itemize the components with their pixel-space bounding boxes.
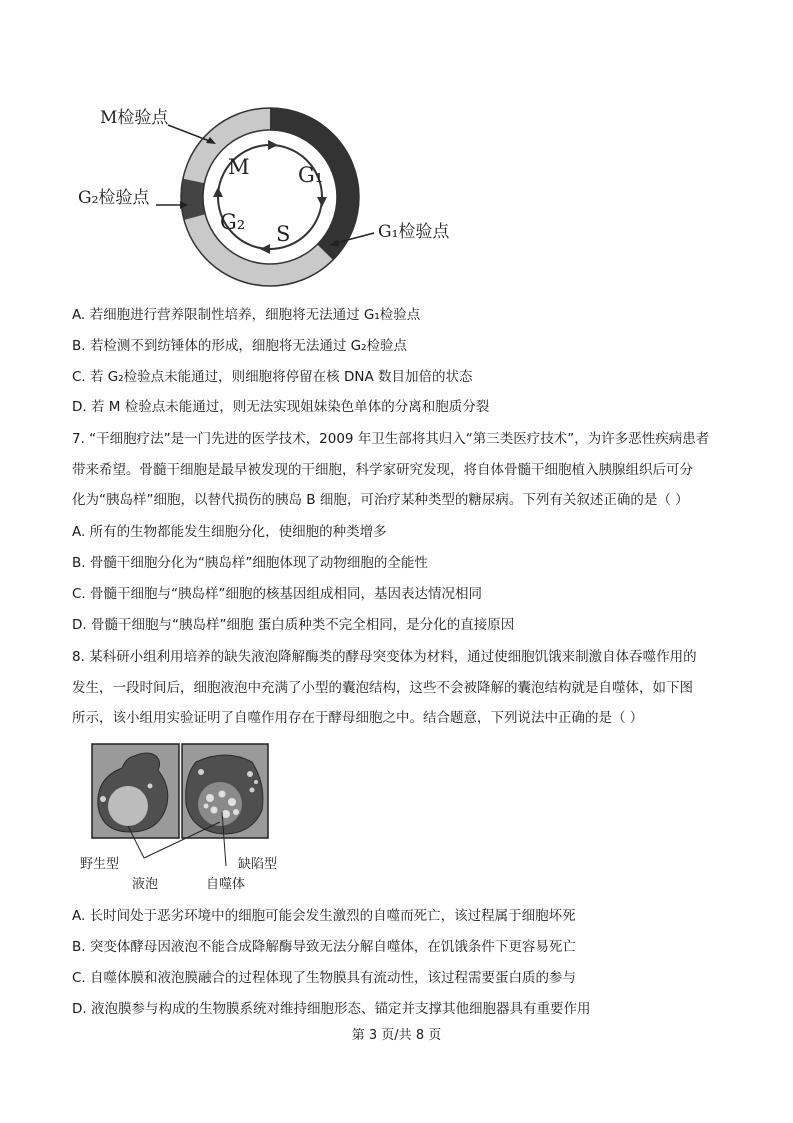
arrow-head-right — [317, 197, 327, 207]
q6-option-d: D. 若 M 检验点未能通过，则无法实现姐妹染色单体的分离和胞质分裂 — [72, 399, 490, 415]
page-footer: 第 3 页/共 8 页 — [351, 1028, 442, 1043]
phase-m-label: M — [228, 155, 250, 179]
cell-cycle-diagram — [70, 95, 470, 300]
q6-option-c: C. 若 G₂检验点未能通过，则细胞将停留在核 DNA 数目加倍的状态 — [72, 369, 473, 385]
q8-option-d: D. 液泡膜参与构成的生物膜系统对维持细胞形态、锚定并支撑其他细胞器具有重要作用 — [72, 1001, 591, 1017]
q8-option-c: C. 自噬体膜和液泡膜融合的过程体现了生物膜具有流动性，该过程需要蛋白质的参与 — [72, 970, 577, 986]
q8-option-b: B. 突变体酵母因液泡不能合成降解酶导致无法分解自噬体，在饥饿条件下更容易死亡 — [72, 939, 576, 955]
q7-option-d: D. 骨髓干细胞与“胰岛样”细胞 蛋白质种类不完全相同，是分化的直接原因 — [72, 617, 515, 633]
q7-stem-line-3: 化为“胰岛样”细胞，以替代损伤的胰岛 B 细胞，可治疗某种类型的糖尿病。下列有关叙述正确的是（ ） — [72, 492, 689, 508]
q8-stem-line-3: 所示，该小组用实验证明了自噬作用存在于酵母细胞之中。结合题意，下列说法中正确的是（ ） — [72, 710, 644, 726]
arrow-head-bottom — [260, 244, 270, 254]
yeast-autophagy-figure — [80, 742, 296, 892]
g1-checkpoint-label: G₁检验点 — [378, 222, 450, 242]
mutant-label: 缺陷型 — [238, 857, 278, 872]
phase-g2-label: G₂ — [220, 210, 246, 234]
q7-option-a: A. 所有的生物都能发生细胞分化，使细胞的种类增多 — [72, 524, 387, 540]
phase-g1-label: G₁ — [298, 163, 324, 187]
q8-stem-line-1: 8. 某科研小组利用培养的缺失液泡降解酶类的酵母突变体为材料，通过使细胞饥饿来制激自体吞噬作用的 — [72, 649, 697, 665]
arrow-head-top — [268, 140, 278, 150]
q7-option-c: C. 骨髓干细胞与“胰岛样”细胞的核基因组成相同，基因表达情况相同 — [72, 586, 482, 602]
arrow-head-left — [213, 187, 223, 197]
vacuole-label: 液泡 — [132, 877, 159, 892]
g2-checkpoint-label: G₂检验点 — [78, 188, 150, 208]
q8-option-a: A. 长时间处于恶劣环境中的细胞可能会发生激烈的自噬而死亡，该过程属于细胞坏死 — [72, 908, 576, 924]
q7-stem-line-1: 7. “干细胞疗法”是一门先进的医学技术，2009 年卫生部将其归入“第三类医疗技术”，为许多恶性疾病患者 — [72, 431, 710, 447]
q6-option-b: B. 若检测不到纺锤体的形成，细胞将无法通过 G₂检验点 — [72, 338, 408, 354]
autophagosome-label: 自噬体 — [206, 877, 246, 892]
q6-option-a: A. 若细胞进行营养限制性培养，细胞将无法通过 G₁检验点 — [72, 307, 421, 323]
q7-option-b: B. 骨髓干细胞分化为“胰岛样”细胞体现了动物细胞的全能性 — [72, 555, 428, 571]
phase-s-label: S — [276, 222, 291, 246]
wild-type-label: 野生型 — [80, 857, 120, 872]
q7-stem-line-2: 带来希望。骨髓干细胞是最早被发现的干细胞，科学家研究发现，将自体骨髓干细胞植入胰腺组织后可分 — [72, 462, 693, 478]
m-checkpoint-label: M检验点 — [100, 108, 169, 128]
wild-type-vacuole — [108, 786, 148, 826]
g2-phase-arc — [192, 181, 195, 217]
q8-stem-line-2: 发生，一段时间后，细胞液泡中充满了小型的囊泡结构，这些不会被降解的囊泡结构就是自噬体，如下图 — [72, 680, 693, 696]
